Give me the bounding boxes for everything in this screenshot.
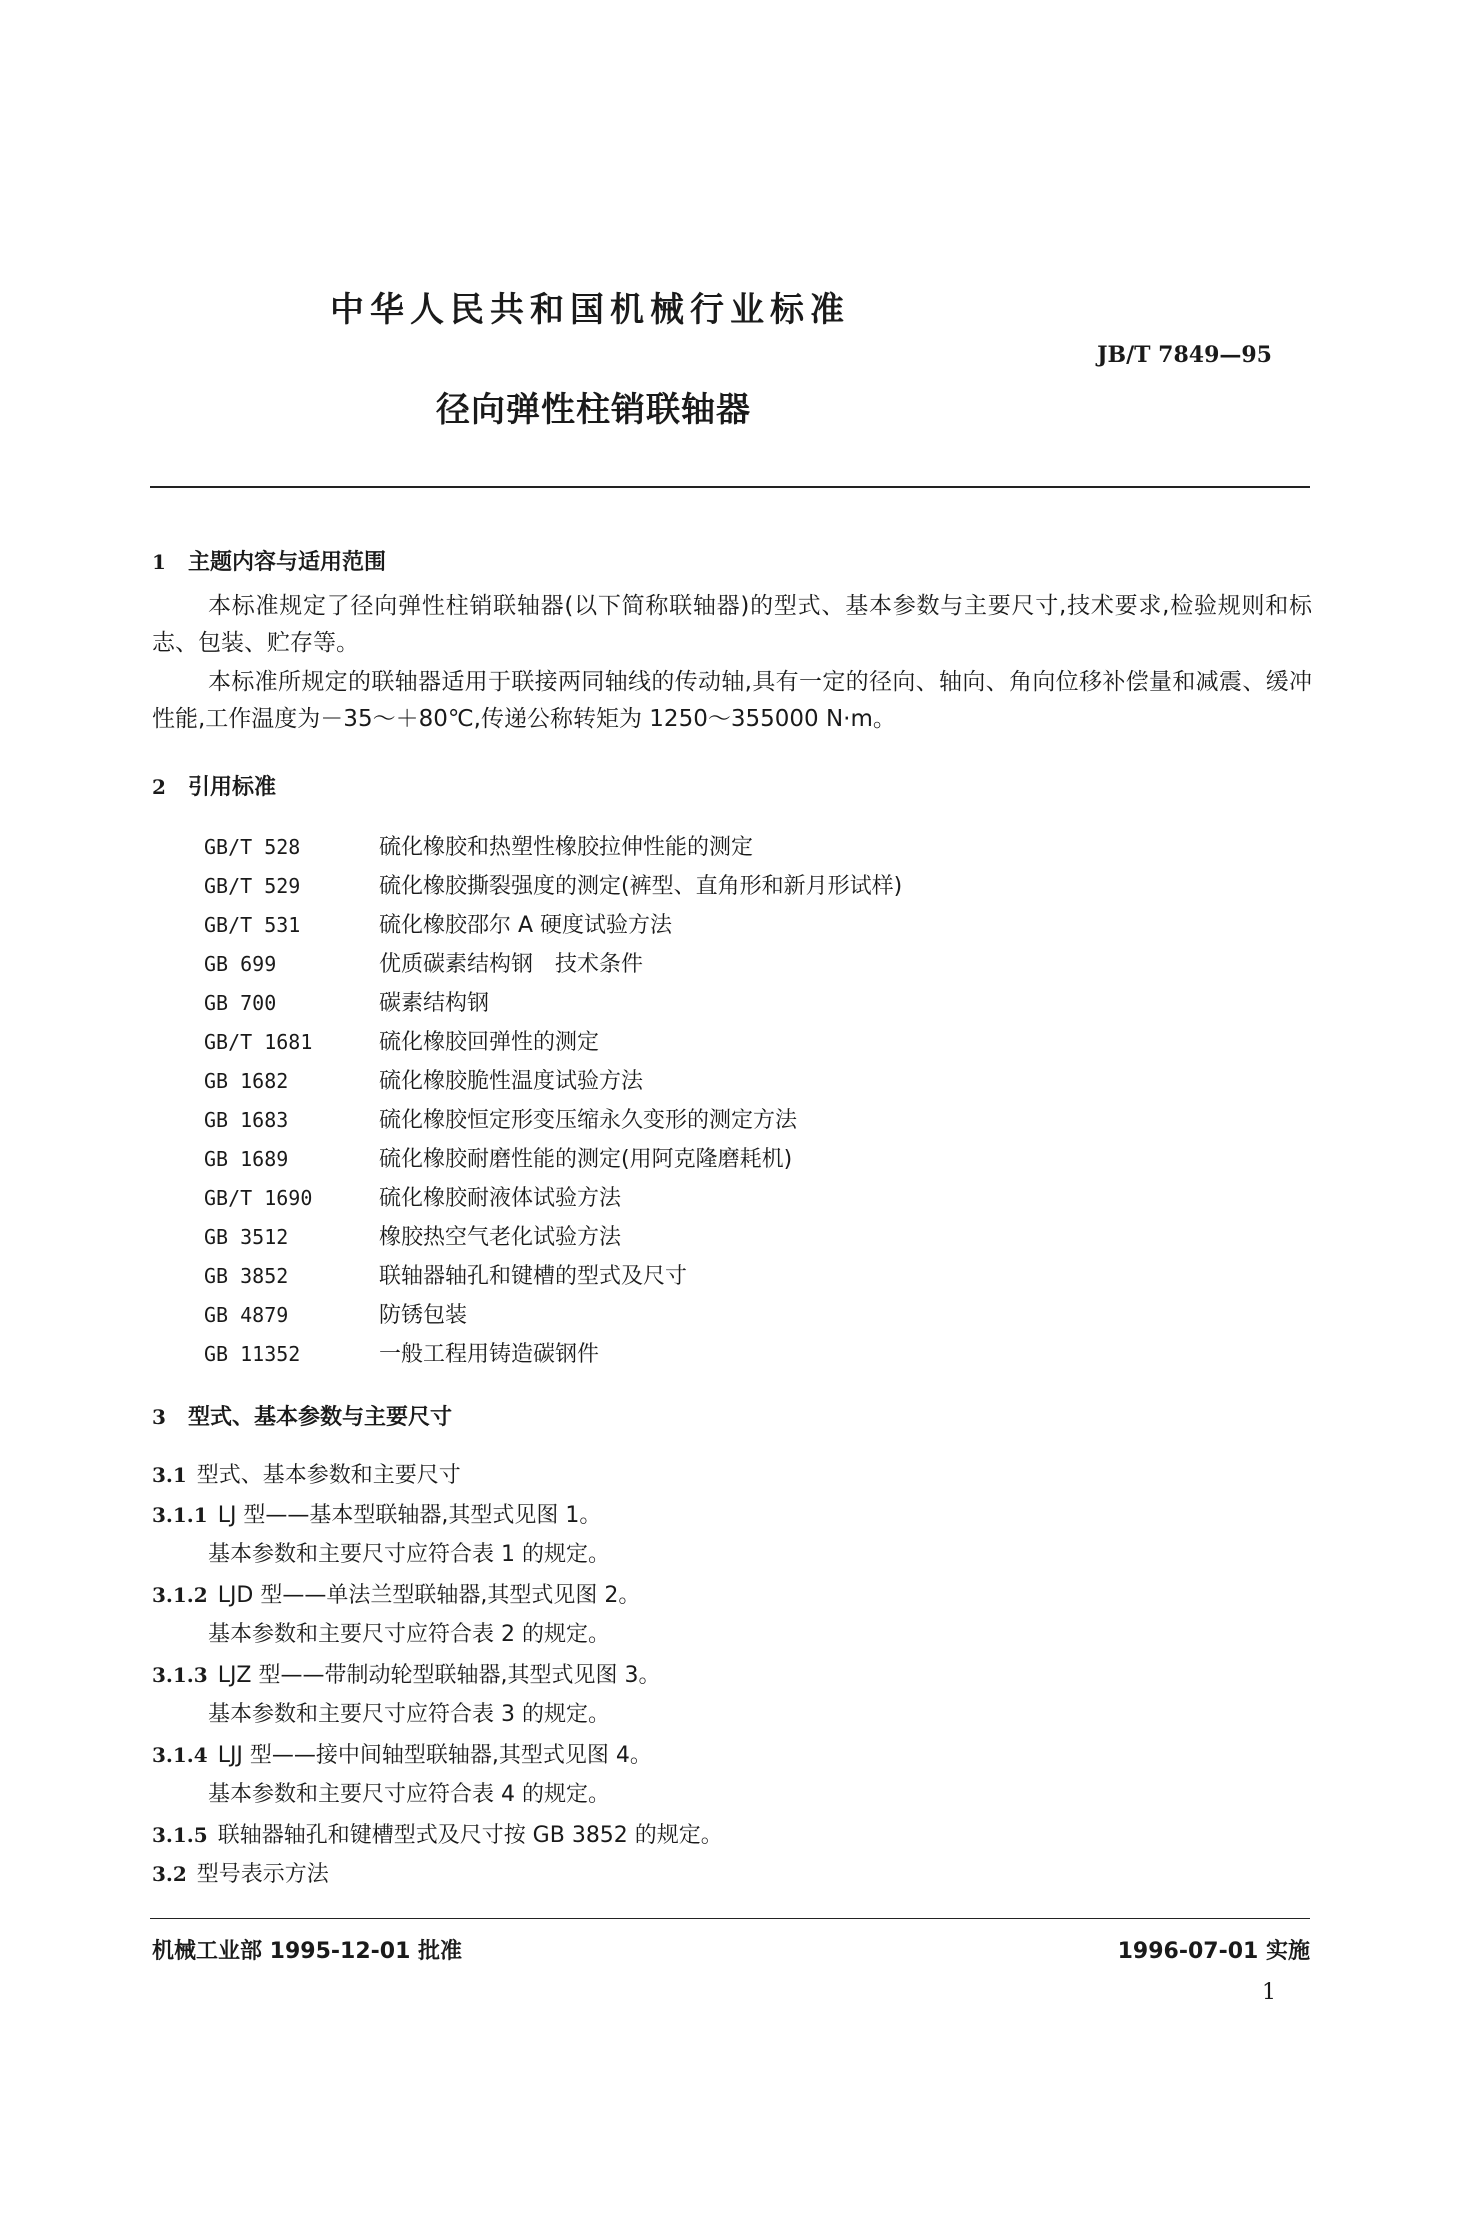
reference-name: 硫化橡胶撕裂强度的测定(裤型、直角形和新月形试样) <box>379 874 903 899</box>
reference-code: GB/T 528 <box>204 835 301 859</box>
reference-item <box>204 1103 797 1134</box>
clause-text: LJ 型——基本型联轴器,其型式见图 1。 <box>217 1503 602 1528</box>
reference-code: GB 699 <box>204 952 277 976</box>
reference-name: 一般工程用铸造碳钢件 <box>379 1342 600 1367</box>
clause-3-1-2-note: 基本参数和主要尺寸应符合表 2 的规定。 <box>208 1622 610 1647</box>
reference-item <box>204 1025 599 1056</box>
clause-text: LJJ 型——接中间轴型联轴器,其型式见图 4。 <box>217 1743 652 1768</box>
clause-text: 型式、基本参数和主要尺寸 <box>196 1463 461 1488</box>
footer-divider <box>150 1918 1310 1919</box>
reference-code: GB 1683 <box>204 1108 289 1132</box>
section-1-title: 主题内容与适用范围 <box>188 550 387 575</box>
implementation-date: 1996-07-01 实施 <box>1117 1939 1310 1964</box>
reference-item <box>204 1259 687 1290</box>
section-3-heading <box>152 1400 452 1431</box>
clause-3-1-4-note: 基本参数和主要尺寸应符合表 4 的规定。 <box>208 1782 610 1807</box>
reference-code: GB/T 1690 <box>204 1186 313 1210</box>
standard-code: JB/T 7849—95 <box>1097 342 1272 368</box>
reference-item <box>204 830 753 861</box>
reference-name: 防锈包装 <box>379 1303 468 1328</box>
clause-3-2 <box>152 1857 329 1888</box>
clause-3-1-2 <box>152 1578 640 1609</box>
reference-name: 硫化橡胶耐液体试验方法 <box>379 1186 622 1211</box>
reference-item <box>204 1142 792 1173</box>
reference-name: 橡胶热空气老化试验方法 <box>379 1225 622 1250</box>
section-1-paragraph-1: 本标准规定了径向弹性柱销联轴器(以下简称联轴器)的型式、基本参数与主要尺寸,技术要求,检验规则和标志、包装、贮存等。 <box>152 593 1312 656</box>
reference-name: 硫化橡胶回弹性的测定 <box>379 1030 600 1055</box>
clause-number: 3.1.4 <box>152 1743 208 1767</box>
reference-item <box>204 1337 599 1368</box>
reference-code: GB/T 531 <box>204 913 301 937</box>
reference-item <box>204 986 489 1017</box>
reference-name: 硫化橡胶耐磨性能的测定(用阿克隆磨耗机) <box>379 1147 793 1172</box>
clause-number: 3.1.5 <box>152 1823 208 1847</box>
reference-name: 硫化橡胶邵尔 A 硬度试验方法 <box>379 913 673 938</box>
section-3-number: 3 <box>152 1405 166 1429</box>
clause-text: LJD 型——单法兰型联轴器,其型式见图 2。 <box>217 1583 641 1608</box>
reference-code: GB 1689 <box>204 1147 289 1171</box>
document-title: 径向弹性柱销联轴器 <box>436 390 751 430</box>
approval-date: 机械工业部 1995-12-01 批准 <box>152 1939 463 1964</box>
reference-item <box>204 869 902 900</box>
clause-3-1-5 <box>152 1818 723 1849</box>
clause-number: 3.1 <box>152 1463 187 1487</box>
section-1-heading <box>152 545 386 576</box>
clause-number: 3.1.3 <box>152 1663 208 1687</box>
clause-text: 联轴器轴孔和键槽型式及尺寸按 GB 3852 的规定。 <box>217 1823 723 1848</box>
clause-number: 3.1.2 <box>152 1583 208 1607</box>
reference-name: 碳素结构钢 <box>379 991 490 1016</box>
clause-number: 3.2 <box>152 1862 187 1886</box>
clause-text: 型号表示方法 <box>196 1862 329 1887</box>
clause-3-1-3 <box>152 1658 660 1689</box>
reference-name: 硫化橡胶恒定形变压缩永久变形的测定方法 <box>379 1108 798 1133</box>
reference-name: 联轴器轴孔和键槽的型式及尺寸 <box>379 1264 688 1289</box>
reference-item <box>204 1298 467 1329</box>
reference-code: GB 1682 <box>204 1069 289 1093</box>
clause-number: 3.1.1 <box>152 1503 208 1527</box>
reference-code: GB/T 1681 <box>204 1030 313 1054</box>
reference-code: GB 700 <box>204 991 277 1015</box>
header-divider <box>150 486 1310 488</box>
section-2-heading <box>152 770 276 801</box>
reference-code: GB 4879 <box>204 1303 289 1327</box>
section-1-paragraph-2: 本标准所规定的联轴器适用于联接两同轴线的传动轴,具有一定的径向、轴向、角向位移补偿量和减震、缓冲性能,工作温度为－35～＋80℃,传递公称转矩为 1250～355000 N·m。 <box>152 669 1312 732</box>
reference-item <box>204 908 672 939</box>
page-number: 1 <box>1262 1980 1276 2005</box>
reference-item <box>204 1181 621 1212</box>
clause-3-1-3-note: 基本参数和主要尺寸应符合表 3 的规定。 <box>208 1702 610 1727</box>
reference-name: 硫化橡胶和热塑性橡胶拉伸性能的测定 <box>379 835 754 860</box>
reference-code: GB/T 529 <box>204 874 301 898</box>
reference-name: 优质碳素结构钢 技术条件 <box>379 952 644 977</box>
clause-text: LJZ 型——带制动轮型联轴器,其型式见图 3。 <box>217 1663 661 1688</box>
section-2-title: 引用标准 <box>188 775 277 800</box>
reference-item <box>204 1220 621 1251</box>
clause-3-1 <box>152 1458 461 1489</box>
reference-item <box>204 947 643 978</box>
issuing-organization: 中华人民共和国机械行业标准 <box>330 290 850 330</box>
reference-item <box>204 1064 643 1095</box>
section-1-number: 1 <box>152 550 166 574</box>
clause-3-1-1 <box>152 1498 601 1529</box>
reference-code: GB 3512 <box>204 1225 289 1249</box>
reference-code: GB 11352 <box>204 1342 301 1366</box>
reference-name: 硫化橡胶脆性温度试验方法 <box>379 1069 644 1094</box>
clause-3-1-1-note: 基本参数和主要尺寸应符合表 1 的规定。 <box>208 1542 610 1567</box>
section-3-title: 型式、基本参数与主要尺寸 <box>188 1405 453 1430</box>
section-2-number: 2 <box>152 775 166 799</box>
reference-code: GB 3852 <box>204 1264 289 1288</box>
clause-3-1-4 <box>152 1738 652 1769</box>
